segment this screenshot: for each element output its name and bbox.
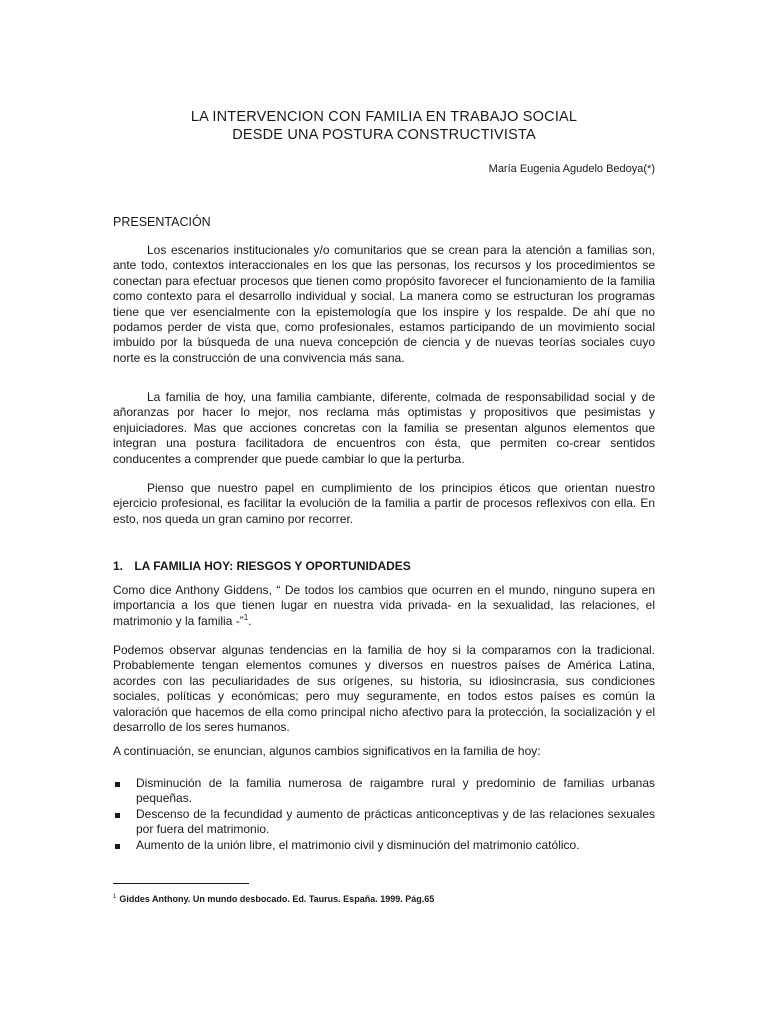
bullet-text: Descenso de la fecundidad y aumento de prácticas anticonceptivas y de las relaciones sexuales por fuera del matrimonio. [136, 806, 655, 837]
bullet-item [113, 776, 655, 807]
bullet-text: Disminución de la familia numerosa de raigambre rural y predominio de familias urbanas pequeñas. [136, 776, 655, 806]
document-title-line-2: DESDE UNA POSTURA CONSTRUCTIVISTA [232, 127, 536, 143]
footnote-reference: 1 [243, 612, 249, 622]
paragraph-giddens-quote [113, 583, 655, 629]
author-name: María Eugenia Agudelo Bedoya(*) [488, 163, 655, 175]
bullet-text: Aumento de la unión libre, el matrimonio civil y disminución del matrimonio católico. [136, 837, 580, 852]
footnote [113, 891, 434, 905]
square-bullet-icon [115, 813, 120, 818]
footnote-separator [113, 883, 249, 884]
paragraph-tendencies: Podemos observar algunas tendencias en la familia de hoy si la comparamos con la tradicional. Probablemente tengan elementos comunes y diversos en nuestros países de América Latina, acordes con las peculiaridades de sus orígenes, su historia, su idiosincrasia, sus condiciones sociales, políticas y económicas; pero muy seguramente, en todos estos países es común la valoración que hacemos de ella como principal nicho afectivo para la protección, la socialización y el desarrollo de los seres humanos. [113, 643, 655, 735]
paragraph-presentation-1: Los escenarios institucionales y/o comunitarios que se crean para la atención a familias son, ante todo, contextos interaccionales en los que las personas, los recursos y los procedimientos se conectan para efectuar procesos que tienen como propósito favorecer el funcionamiento de la familia como contexto para el desarrollo individual y social. La manera como se estructuran los programas tiene que ver esencialmente con la epistemología que los inspire y los respalde. De ahí que no podamos perder de vista que, como profesionales, estamos participando de un movimiento social imbuido por la búsqueda de una nueva concepción de ciencia y de nuevas teorías sociales cuyo norte es la construcción de una convivencia más sana. [113, 243, 655, 365]
paragraph-changes-intro: A continuación, se enuncian, algunos cambios significativos en la familia de hoy: [113, 744, 541, 758]
footnote-marker: 1 [113, 894, 117, 900]
document-title-line-1: LA INTERVENCION CON FAMILIA EN TRABAJO SOCIAL [190, 109, 578, 125]
paragraph-presentation-3: Pienso que nuestro papel en cumplimiento de los principios éticos que orientan nuestro ejercicio profesional, es facilitar la evolución de la familia a partir de procesos reflexivos con ella. En esto, nos queda un gran camino por recorrer. [113, 481, 655, 526]
section-title: LA FAMILIA HOY: RIESGOS Y OPORTUNIDADES [134, 559, 411, 573]
quote-end: . [248, 613, 252, 628]
paragraph-presentation-2: La familia de hoy, una familia cambiante, diferente, colmada de responsabilidad social y de añoranzas por hacer lo mejor, nos reclama más optimistas y propositivos que pesimistas y enjuiciadores. Mas que acciones concretas con la familia se presentan algunos elementos que integran una postura facilitadora de encuentros con ésta, que permiten co-crear sentidos conducentes a comprender que puede cambiar lo que la perturba. [113, 390, 655, 466]
quote-text: Como dice Anthony Giddens, “ De todos los cambios que ocurren en el mundo, ninguno supera en importancia a los que tienen lugar en nuestra vida privada- en la sexualidad, las relaciones, el matrimonio y la familia -” [113, 583, 655, 628]
bullet-item [113, 807, 655, 838]
changes-bullet-list [113, 776, 655, 853]
square-bullet-icon [115, 844, 120, 849]
footnote-text: Giddes Anthony. Un mundo desbocado. Ed. Taurus. España. 1999. Pág.65 [119, 894, 435, 904]
section-heading-1 [113, 558, 411, 574]
bullet-item [113, 838, 655, 853]
section-number: 1. [113, 559, 124, 573]
section-heading-presentation: PRESENTACIÓN [113, 215, 211, 229]
square-bullet-icon [115, 782, 120, 787]
